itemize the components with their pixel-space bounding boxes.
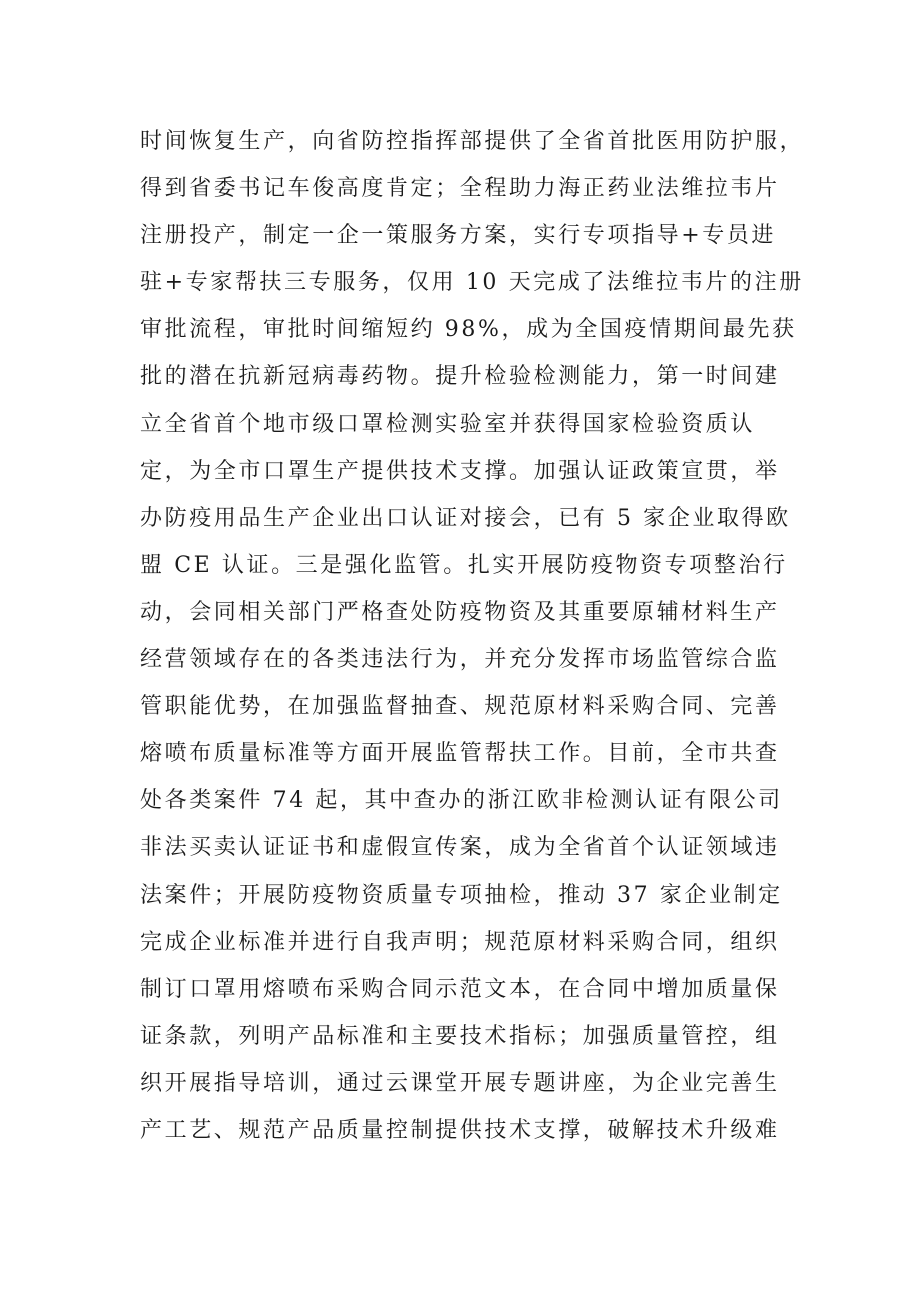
text-line: 产工艺、规范产品质量控制提供技术支撑，破解技术升级难 bbox=[140, 1117, 780, 1143]
text-line: 得到省委书记车俊高度肯定；全程助力海正药业法维拉韦片 bbox=[140, 176, 780, 202]
text-line: 处各类案件 74 起，其中查办的浙江欧非检测认证有限公司 bbox=[140, 788, 783, 814]
text-line: 完成企业标准并进行自我声明；规范原材料采购合同，组织 bbox=[140, 929, 780, 955]
text-line: 管职能优势，在加强监督抽查、规范原材料采购合同、完善 bbox=[140, 694, 780, 720]
text-line: 定，为全市口罩生产提供技术支撑。加强认证政策宣贯，举 bbox=[140, 458, 780, 484]
text-line: 法案件；开展防疫物资质量专项抽检，推动 37 家企业制定 bbox=[140, 882, 783, 908]
text-line: 办防疫用品生产企业出口认证对接会，已有 5 家企业取得欧 bbox=[140, 505, 791, 531]
text-line: 时间恢复生产，向省防控指挥部提供了全省首批医用防护服， bbox=[140, 129, 805, 154]
text-line: 批的潜在抗新冠病毒药物。提升检验检测能力，第一时间建 bbox=[140, 364, 780, 390]
text-line: 证条款，列明产品标准和主要技术指标；加强质量管控，组 bbox=[140, 1023, 780, 1049]
text-line: 非法买卖认证证书和虚假宣传案，成为全省首个认证领域违 bbox=[140, 835, 780, 861]
text-line: 审批流程，审批时间缩短约 98%，成为全国疫情期间最先获 bbox=[140, 317, 797, 343]
text-line: 注册投产，制定一企一策服务方案，实行专项指导+专员进 bbox=[140, 223, 777, 249]
text-line: 织开展指导培训，通过云课堂开展专题讲座，为企业完善生 bbox=[140, 1070, 780, 1096]
body-text bbox=[140, 118, 820, 1154]
text-line: 盟 CE 认证。三是强化监管。扎实开展防疫物资专项整治行 bbox=[140, 552, 788, 578]
text-line: 立全省首个地市级口罩检测实验室并获得国家检验资质认 bbox=[140, 411, 756, 437]
text-line: 动，会同相关部门严格查处防疫物资及其重要原辅材料生产 bbox=[140, 599, 780, 625]
text-line: 制订口罩用熔喷布采购合同示范文本，在合同中增加质量保 bbox=[140, 976, 780, 1002]
text-line: 驻+专家帮扶三专服务，仅用 10 天完成了法维拉韦片的注册 bbox=[140, 270, 804, 296]
text-line: 熔喷布质量标准等方面开展监管帮扶工作。目前，全市共查 bbox=[140, 741, 780, 767]
text-line: 经营领域存在的各类违法行为，并充分发挥市场监管综合监 bbox=[140, 647, 780, 673]
